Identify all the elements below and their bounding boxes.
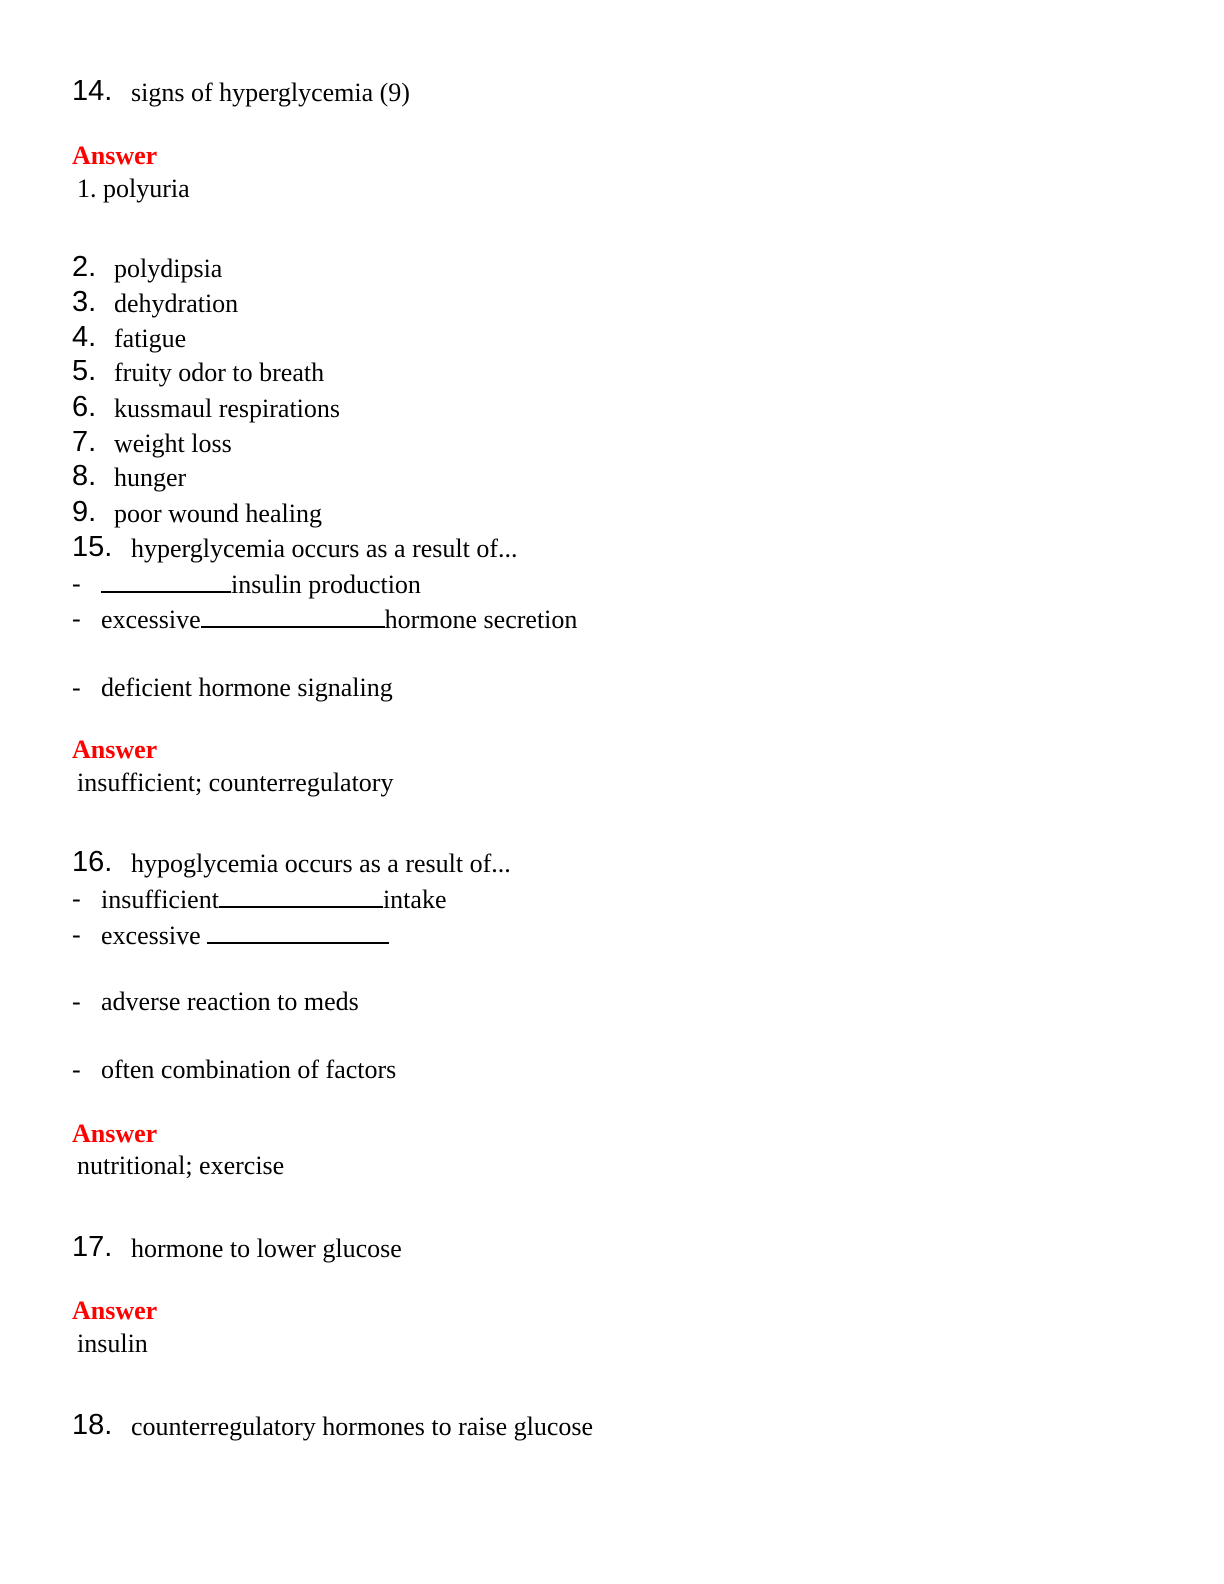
q16-blank-1[interactable] [219, 886, 383, 908]
q17-answer-label: Answer [72, 1296, 158, 1325]
q14-item-6-number: 6. [72, 391, 97, 423]
q15-blank-2[interactable] [201, 606, 385, 628]
q15-bullet-1 [101, 571, 421, 598]
q18-prompt: counterregulatory hormones to raise glucose [131, 1412, 594, 1441]
q14-item-4-number: 4. [72, 321, 97, 353]
q16-bullet-1-marker: - [72, 884, 81, 913]
q14-item-9-text: poor wound healing [114, 499, 322, 528]
q16-bullet-4-marker: - [72, 1055, 81, 1084]
q14-item-9-number: 9. [72, 496, 97, 528]
q16-prompt: hypoglycemia occurs as a result of... [131, 849, 511, 878]
q16-bullet-3: adverse reaction to meds [101, 987, 359, 1016]
q14-answer-label: Answer [72, 141, 158, 170]
q14-item-4-text: fatigue [114, 324, 187, 353]
q16-answer: nutritional; exercise [77, 1151, 285, 1180]
q15-prompt: hyperglycemia occurs as a result of... [131, 534, 518, 563]
q17-prompt: hormone to lower glucose [131, 1234, 402, 1263]
q15-blank-1[interactable] [101, 571, 231, 593]
q16-bullet-1 [101, 886, 446, 913]
q14-item-3-text: dehydration [114, 289, 239, 318]
q14-item-2-number: 2. [72, 251, 97, 283]
q14-item-5-number: 5. [72, 355, 97, 387]
q14-item-6-text: kussmaul respirations [114, 394, 341, 423]
q18-number: 18. [72, 1409, 113, 1441]
q16-number: 16. [72, 846, 113, 878]
q15-bullet-1-marker: - [72, 569, 81, 598]
q14-prompt: signs of hyperglycemia (9) [131, 78, 410, 107]
q17-answer: insulin [77, 1329, 148, 1358]
q15-bullet-2-marker: - [72, 604, 81, 633]
q15-answer: insufficient; counterregulatory [77, 768, 394, 797]
q14-item-3-number: 3. [72, 286, 97, 318]
q15-bullet-3-marker: - [72, 673, 81, 702]
q15-number: 15. [72, 531, 113, 563]
q16-bullet-4: often combination of factors [101, 1055, 397, 1084]
q14-item-5-text: fruity odor to breath [114, 358, 325, 387]
q14-item-2-text: polydipsia [114, 254, 223, 283]
q17-number: 17. [72, 1231, 113, 1263]
q15-bullet-2-after: hormone secretion [384, 605, 578, 634]
q14-item-8-text: hunger [114, 463, 187, 492]
q16-bullet-2 [101, 922, 389, 949]
q14-item-7-text: weight loss [114, 429, 232, 458]
q14-answer-first: 1. polyuria [77, 174, 190, 203]
q15-bullet-1-after: insulin production [231, 570, 421, 599]
q16-bullet-3-marker: - [72, 987, 81, 1016]
q14-item-7-number: 7. [72, 426, 97, 458]
q16-bullet-1-before: insufficient [101, 885, 219, 914]
q16-bullet-1-after: intake [382, 885, 447, 914]
q16-answer-label: Answer [72, 1119, 158, 1148]
q14-item-8-number: 8. [72, 460, 97, 492]
q14-number: 14. [72, 75, 113, 107]
q15-answer-label: Answer [72, 735, 158, 764]
q15-bullet-2-before: excessive [101, 605, 201, 634]
q15-bullet-2 [101, 606, 577, 633]
q16-blank-2[interactable] [207, 922, 389, 944]
q16-bullet-2-marker: - [72, 920, 81, 949]
q15-bullet-3: deficient hormone signaling [101, 673, 393, 702]
q16-bullet-2-before: excessive [101, 921, 201, 950]
